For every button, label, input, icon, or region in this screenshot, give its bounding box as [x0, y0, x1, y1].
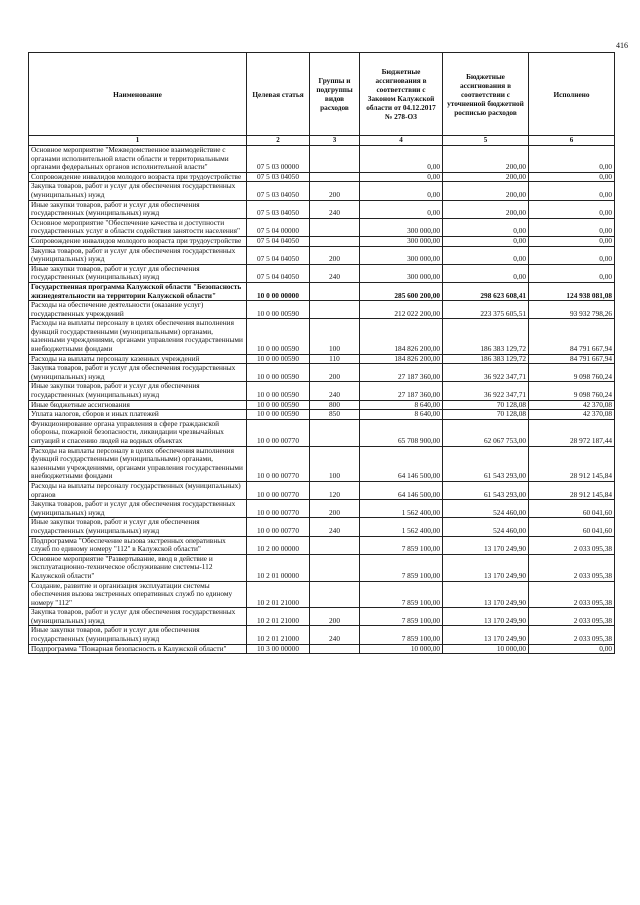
table-row: [29, 536, 615, 554]
row-expense-group-cell: 100: [310, 446, 360, 481]
row-law-allocation-cell: 0,00: [360, 172, 443, 182]
row-name-cell: Закупка товаров, работ и услуг для обеспечения государственных (муниципальных) нужд: [29, 246, 247, 264]
column-number: 3: [310, 136, 360, 146]
row-target-article-cell: 07 5 03 04050: [247, 200, 310, 218]
row-expense-group-cell: 240: [310, 200, 360, 218]
row-refined-allocation-cell: 186 383 129,72: [443, 319, 529, 354]
row-refined-allocation-cell: 13 170 249,90: [443, 626, 529, 644]
row-target-article-cell: 10 2 01 21000: [247, 626, 310, 644]
row-target-article-cell: 10 0 00 00770: [247, 481, 310, 499]
row-target-article-cell: 10 0 00 00770: [247, 500, 310, 518]
row-expense-group-cell: [310, 218, 360, 236]
row-refined-allocation-cell: 36 922 347,71: [443, 382, 529, 400]
row-executed-cell: 42 370,08: [529, 410, 615, 420]
row-law-allocation-cell: 184 826 200,00: [360, 319, 443, 354]
table-row: [29, 354, 615, 364]
column-number: 5: [443, 136, 529, 146]
row-refined-allocation-cell: 0,00: [443, 218, 529, 236]
row-refined-allocation-cell: 524 460,00: [443, 518, 529, 536]
table-row: [29, 581, 615, 608]
row-law-allocation-cell: 8 640,00: [360, 400, 443, 410]
row-target-article-cell: 10 2 01 21000: [247, 581, 310, 608]
row-target-article-cell: 10 0 00 00590: [247, 354, 310, 364]
row-refined-allocation-cell: 200,00: [443, 200, 529, 218]
row-name-cell: Иные бюджетные ассигнования: [29, 400, 247, 410]
row-refined-allocation-cell: 62 067 753,00: [443, 419, 529, 446]
row-target-article-cell: 10 0 00 00770: [247, 419, 310, 446]
row-law-allocation-cell: 212 022 200,00: [360, 301, 443, 319]
row-expense-group-cell: 120: [310, 481, 360, 499]
row-refined-allocation-cell: 70 128,08: [443, 410, 529, 420]
row-refined-allocation-cell: 13 170 249,90: [443, 536, 529, 554]
row-name-cell: Функционирование органа управления в сфере гражданской обороны, пожарной безопасности, ликвидации чрезвычайных ситуаций и спасению людей на водных объектах: [29, 419, 247, 446]
row-name-cell: Сопровождение инвалидов молодого возраста при трудоустройстве: [29, 172, 247, 182]
table-row: [29, 146, 615, 173]
table-row: [29, 301, 615, 319]
row-executed-cell: 0,00: [529, 644, 615, 654]
row-executed-cell: 2 033 095,38: [529, 581, 615, 608]
row-law-allocation-cell: 0,00: [360, 182, 443, 200]
row-expense-group-cell: 110: [310, 354, 360, 364]
row-law-allocation-cell: 8 640,00: [360, 410, 443, 420]
header-target-article: Целевая статья: [247, 53, 310, 136]
header-name: Наименование: [29, 53, 247, 136]
row-target-article-cell: 10 0 00 00590: [247, 364, 310, 382]
row-executed-cell: 2 033 095,38: [529, 626, 615, 644]
budget-table: [28, 52, 615, 654]
row-law-allocation-cell: 300 000,00: [360, 218, 443, 236]
row-name-cell: Иные закупки товаров, работ и услуг для обеспечения государственных (муниципальных) нужд: [29, 200, 247, 218]
row-law-allocation-cell: 27 187 360,00: [360, 382, 443, 400]
row-target-article-cell: 10 0 00 00590: [247, 382, 310, 400]
row-law-allocation-cell: 1 562 400,00: [360, 500, 443, 518]
row-expense-group-cell: 100: [310, 319, 360, 354]
row-expense-group-cell: [310, 236, 360, 246]
row-name-cell: Государственная программа Калужской области "Безопасность жизнедеятельности на территории Калужской области": [29, 282, 247, 300]
row-executed-cell: 2 033 095,38: [529, 536, 615, 554]
table-row: [29, 518, 615, 536]
row-target-article-cell: 07 5 03 04050: [247, 182, 310, 200]
row-executed-cell: 9 098 760,24: [529, 382, 615, 400]
row-refined-allocation-cell: 524 460,00: [443, 500, 529, 518]
table-row: [29, 200, 615, 218]
table-row: [29, 264, 615, 282]
row-expense-group-cell: 240: [310, 518, 360, 536]
row-refined-allocation-cell: 36 922 347,71: [443, 364, 529, 382]
row-name-cell: Расходы на выплаты персоналу государственных (муниципальных) органов: [29, 481, 247, 499]
row-target-article-cell: 07 5 04 04050: [247, 236, 310, 246]
header-law-allocations: Бюджетные ассигнования в соответствии с Законом Калужской области от 04.12.2017 № 278-ОЗ: [360, 53, 443, 136]
row-target-article-cell: 10 0 00 00590: [247, 410, 310, 420]
row-law-allocation-cell: 300 000,00: [360, 236, 443, 246]
row-name-cell: Основное мероприятие "Развертывание, ввод в действие и эксплуатационно-техническое обслуживание системы-112 Калужской области": [29, 554, 247, 581]
row-law-allocation-cell: 0,00: [360, 200, 443, 218]
row-law-allocation-cell: 184 826 200,00: [360, 354, 443, 364]
row-expense-group-cell: [310, 282, 360, 300]
row-target-article-cell: 10 0 00 00590: [247, 319, 310, 354]
row-target-article-cell: 10 2 01 00000: [247, 554, 310, 581]
row-name-cell: Закупка товаров, работ и услуг для обеспечения государственных (муниципальных) нужд: [29, 500, 247, 518]
row-refined-allocation-cell: 223 375 605,51: [443, 301, 529, 319]
row-target-article-cell: 10 2 01 21000: [247, 608, 310, 626]
row-expense-group-cell: 850: [310, 410, 360, 420]
row-expense-group-cell: [310, 172, 360, 182]
row-target-article-cell: 07 5 03 00000: [247, 146, 310, 173]
table-body: [29, 146, 615, 654]
row-executed-cell: 84 791 667,94: [529, 354, 615, 364]
row-expense-group-cell: 200: [310, 608, 360, 626]
row-law-allocation-cell: 300 000,00: [360, 264, 443, 282]
row-name-cell: Иные закупки товаров, работ и услуг для обеспечения государственных (муниципальных) нужд: [29, 518, 247, 536]
row-name-cell: Сопровождение инвалидов молодого возраста при трудоустройстве: [29, 236, 247, 246]
row-name-cell: Иные закупки товаров, работ и услуг для обеспечения государственных (муниципальных) нужд: [29, 264, 247, 282]
table-row: [29, 446, 615, 481]
table-row: [29, 419, 615, 446]
row-executed-cell: 0,00: [529, 264, 615, 282]
row-expense-group-cell: 200: [310, 500, 360, 518]
row-executed-cell: 93 932 798,26: [529, 301, 615, 319]
row-executed-cell: 2 033 095,38: [529, 554, 615, 581]
row-target-article-cell: 10 0 00 00770: [247, 518, 310, 536]
row-expense-group-cell: 200: [310, 364, 360, 382]
row-expense-group-cell: 200: [310, 246, 360, 264]
row-executed-cell: 0,00: [529, 218, 615, 236]
table-row: [29, 500, 615, 518]
header-expense-groups: Группы и подгруппы видов расходов: [310, 53, 360, 136]
table-row: [29, 364, 615, 382]
row-law-allocation-cell: 7 859 100,00: [360, 626, 443, 644]
header-executed: Исполнено: [529, 53, 615, 136]
table-row: [29, 246, 615, 264]
column-number: 2: [247, 136, 310, 146]
row-target-article-cell: 10 2 00 00000: [247, 536, 310, 554]
table-row: [29, 554, 615, 581]
row-refined-allocation-cell: 0,00: [443, 246, 529, 264]
row-law-allocation-cell: 300 000,00: [360, 246, 443, 264]
row-law-allocation-cell: 64 146 500,00: [360, 446, 443, 481]
column-number: 4: [360, 136, 443, 146]
table-row: [29, 282, 615, 300]
row-law-allocation-cell: 64 146 500,00: [360, 481, 443, 499]
table-row: [29, 626, 615, 644]
row-executed-cell: 0,00: [529, 172, 615, 182]
row-name-cell: Закупка товаров, работ и услуг для обеспечения государственных (муниципальных) нужд: [29, 364, 247, 382]
row-target-article-cell: 10 0 00 00770: [247, 446, 310, 481]
row-expense-group-cell: [310, 419, 360, 446]
row-executed-cell: 28 912 145,84: [529, 481, 615, 499]
row-law-allocation-cell: 7 859 100,00: [360, 536, 443, 554]
row-target-article-cell: 10 0 00 00590: [247, 400, 310, 410]
row-law-allocation-cell: 27 187 360,00: [360, 364, 443, 382]
row-law-allocation-cell: 1 562 400,00: [360, 518, 443, 536]
table-row: [29, 608, 615, 626]
row-target-article-cell: 10 0 00 00000: [247, 282, 310, 300]
row-refined-allocation-cell: 0,00: [443, 264, 529, 282]
row-executed-cell: 0,00: [529, 146, 615, 173]
row-name-cell: Закупка товаров, работ и услуг для обеспечения государственных (муниципальных) нужд: [29, 608, 247, 626]
row-law-allocation-cell: 10 000,00: [360, 644, 443, 654]
header-refined-allocations: Бюджетные ассигнования в соответствии с уточненной бюджетной росписью расходов: [443, 53, 529, 136]
row-name-cell: Основное мероприятие "Межведомственное взаимодействие с органами исполнительной власти области и территориальными органами федеральных органов исполнительной власти": [29, 146, 247, 173]
table-row: [29, 410, 615, 420]
row-name-cell: Иные закупки товаров, работ и услуг для обеспечения государственных (муниципальных) нужд: [29, 382, 247, 400]
row-expense-group-cell: 240: [310, 264, 360, 282]
row-refined-allocation-cell: 70 128,08: [443, 400, 529, 410]
row-name-cell: Иные закупки товаров, работ и услуг для обеспечения государственных (муниципальных) нужд: [29, 626, 247, 644]
row-name-cell: Создание, развитие и организация эксплуатации системы обеспечения вызова экстренных оперативных служб по единому номеру "112": [29, 581, 247, 608]
row-expense-group-cell: 200: [310, 182, 360, 200]
row-target-article-cell: 10 0 00 00590: [247, 301, 310, 319]
row-executed-cell: 28 972 187,44: [529, 419, 615, 446]
row-name-cell: Расходы на выплаты персоналу в целях обеспечения выполнения функций государственными (муниципальными) органами, казенными учреждениями, органами управления государственными внебюджетными фондами: [29, 446, 247, 481]
row-refined-allocation-cell: 13 170 249,90: [443, 581, 529, 608]
row-executed-cell: 0,00: [529, 200, 615, 218]
table-header: [29, 53, 615, 146]
table-row: [29, 218, 615, 236]
table-row: [29, 236, 615, 246]
row-refined-allocation-cell: 13 170 249,90: [443, 608, 529, 626]
row-executed-cell: 9 098 760,24: [529, 364, 615, 382]
row-name-cell: Расходы на выплаты персоналу казенных учреждений: [29, 354, 247, 364]
row-law-allocation-cell: 7 859 100,00: [360, 608, 443, 626]
row-name-cell: Подпрограмма "Пожарная безопасность в Калужской области": [29, 644, 247, 654]
column-number: 6: [529, 136, 615, 146]
row-executed-cell: 60 041,60: [529, 518, 615, 536]
row-law-allocation-cell: 0,00: [360, 146, 443, 173]
row-executed-cell: 42 370,08: [529, 400, 615, 410]
row-refined-allocation-cell: 0,00: [443, 236, 529, 246]
row-refined-allocation-cell: 13 170 249,90: [443, 554, 529, 581]
row-executed-cell: 0,00: [529, 246, 615, 264]
table-row: [29, 382, 615, 400]
row-refined-allocation-cell: 61 543 293,00: [443, 446, 529, 481]
table-row: [29, 644, 615, 654]
row-executed-cell: 0,00: [529, 182, 615, 200]
row-executed-cell: 84 791 667,94: [529, 319, 615, 354]
row-name-cell: Подпрограмма "Обеспечение вызова экстренных оперативных служб по единому номеру "112" в Калужской области": [29, 536, 247, 554]
row-name-cell: Основное мероприятие "Обеспечение качества и доступности государственных услуг в области содействия занятости населения": [29, 218, 247, 236]
row-refined-allocation-cell: 200,00: [443, 182, 529, 200]
row-expense-group-cell: 800: [310, 400, 360, 410]
row-law-allocation-cell: 7 859 100,00: [360, 581, 443, 608]
row-executed-cell: 0,00: [529, 236, 615, 246]
row-expense-group-cell: [310, 536, 360, 554]
row-executed-cell: 28 912 145,84: [529, 446, 615, 481]
row-target-article-cell: 07 5 04 00000: [247, 218, 310, 236]
row-refined-allocation-cell: 200,00: [443, 146, 529, 173]
table-row: [29, 182, 615, 200]
row-expense-group-cell: 240: [310, 382, 360, 400]
table-row: [29, 481, 615, 499]
row-law-allocation-cell: 65 708 900,00: [360, 419, 443, 446]
row-target-article-cell: 10 3 00 00000: [247, 644, 310, 654]
row-refined-allocation-cell: 186 383 129,72: [443, 354, 529, 364]
table-row: [29, 172, 615, 182]
row-refined-allocation-cell: 200,00: [443, 172, 529, 182]
row-expense-group-cell: [310, 644, 360, 654]
row-expense-group-cell: [310, 146, 360, 173]
row-name-cell: Расходы на обеспечение деятельности (оказание услуг) государственных учреждений: [29, 301, 247, 319]
row-expense-group-cell: [310, 301, 360, 319]
row-target-article-cell: 07 5 03 04050: [247, 172, 310, 182]
row-expense-group-cell: 240: [310, 626, 360, 644]
row-executed-cell: 124 938 081,08: [529, 282, 615, 300]
row-expense-group-cell: [310, 554, 360, 581]
table-row: [29, 400, 615, 410]
column-number: 1: [29, 136, 247, 146]
row-law-allocation-cell: 285 600 200,00: [360, 282, 443, 300]
page-number: 416: [616, 41, 628, 50]
row-executed-cell: 2 033 095,38: [529, 608, 615, 626]
row-refined-allocation-cell: 61 543 293,00: [443, 481, 529, 499]
row-target-article-cell: 07 5 04 04050: [247, 264, 310, 282]
row-name-cell: Закупка товаров, работ и услуг для обеспечения государственных (муниципальных) нужд: [29, 182, 247, 200]
row-expense-group-cell: [310, 581, 360, 608]
row-refined-allocation-cell: 298 623 608,41: [443, 282, 529, 300]
row-name-cell: Расходы на выплаты персоналу в целях обеспечения выполнения функций государственными (муниципальными) органами, казенными учреждениями, органами управления государственными внебюджетными фондами: [29, 319, 247, 354]
row-executed-cell: 60 041,60: [529, 500, 615, 518]
row-target-article-cell: 07 5 04 04050: [247, 246, 310, 264]
row-name-cell: Уплата налогов, сборов и иных платежей: [29, 410, 247, 420]
row-law-allocation-cell: 7 859 100,00: [360, 554, 443, 581]
row-refined-allocation-cell: 10 000,00: [443, 644, 529, 654]
table-row: [29, 319, 615, 354]
